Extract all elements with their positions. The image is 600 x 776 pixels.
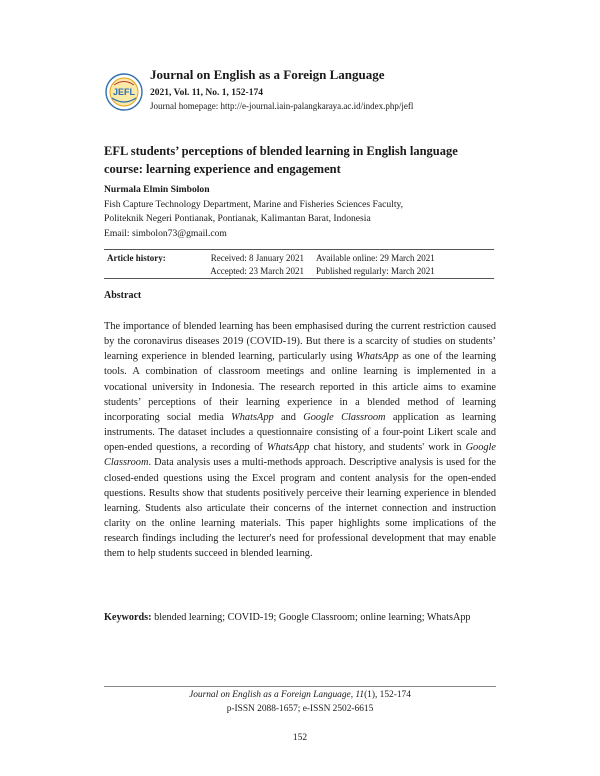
footer-citation <box>104 688 496 702</box>
author-affiliation-line2: Politeknik Negeri Pontianak, Pontianak, Kalimantan Barat, Indonesia <box>104 213 371 225</box>
journal-title: Journal on English as a Foreign Language <box>150 67 385 82</box>
available-online-date: Available online: 29 March 2021 <box>316 253 435 263</box>
abstract-term: WhatsApp <box>231 411 274 423</box>
author-email[interactable]: Email: simbolon73@gmail.com <box>104 227 227 239</box>
journal-header <box>104 66 504 120</box>
accepted-date: Accepted: 23 March 2021 <box>210 266 304 276</box>
author-name: Nurmala Elmin Simbolon <box>104 184 210 195</box>
footer-citation-italic: Journal on English as a Foreign Language, 11 <box>189 690 365 700</box>
published-date: Published regularly: March 2021 <box>316 266 435 276</box>
article-history <box>104 249 494 279</box>
footer <box>104 688 496 716</box>
received-date: Received: 8 January 2021 <box>210 253 304 263</box>
keywords <box>104 610 496 625</box>
abstract-body <box>104 319 496 562</box>
history-row <box>104 265 494 278</box>
abstract-text: and <box>273 411 304 423</box>
footer-divider <box>104 686 496 687</box>
abstract-text: The importance of blended learning has been emphasised during the current restriction caused by the coronavirus diseases 2019 (COVID-19). But there is a scarcity of studies on students’ learning experience in blended learning, particularly using <box>104 321 496 363</box>
paper-title <box>104 142 504 178</box>
paper-title-line2: course: learning experience and engagement <box>104 162 341 176</box>
paper-title-line1: EFL students’ perceptions of blended learning in English language <box>104 144 458 158</box>
abstract-heading: Abstract <box>104 290 142 301</box>
abstract-text: . Data analysis uses a multi-methods approach. Descriptive analysis is used for the closed-ended questions using the Excel program and content analysis for the open-ended questions. Results show that students positively perceive their learning experience in blended learning. Students also articulate their concerns of the internet connection and instruction clarity on the online learning materials. This paper highlights some implications of the research findings including the lecturer's need for professional development that may enable them to help students succeed in blended learning. <box>104 457 496 560</box>
abstract-term: WhatsApp <box>266 442 310 454</box>
keywords-text: blended learning; COVID-19; Google Classroom; online learning; WhatsApp <box>151 612 471 623</box>
abstract-text: chat history, and students' work in <box>309 442 466 454</box>
keywords-label: Keywords: <box>104 612 152 623</box>
abstract-term: Google Classroom <box>104 442 497 469</box>
journal-homepage-link[interactable]: Journal homepage: http://e-journal.iain-palangkaraya.ac.id/index.php/jefl <box>150 101 414 111</box>
abstract-term: WhatsApp <box>356 351 399 363</box>
footer-issn: p-ISSN 2088-1657; e-ISSN 2502-6615 <box>226 704 374 714</box>
history-row <box>104 252 494 265</box>
history-label: Article history: <box>107 253 166 263</box>
journal-issue: 2021, Vol. 11, No. 1, 152-174 <box>150 88 263 98</box>
author-affiliation-line1: Fish Capture Technology Department, Marine and Fisheries Sciences Faculty, <box>104 198 404 210</box>
jefl-logo <box>104 72 144 112</box>
logo-text: JEFL <box>112 87 136 97</box>
abstract-text: as one of the learning tools. A combination of classroom meetings and online learning is implemented in a vocational university in Indonesia. The research reported in this article aims to examine students’ perceptions of their learning experience in a blended method of learning incorporating social media <box>104 351 497 423</box>
page-number: 152 <box>292 733 308 743</box>
journal-info <box>150 66 413 113</box>
abstract-text: application as learning instruments. The dataset includes a questionnaire consisting of a four-point Likert scale and open-ended questions, a recording of <box>104 411 496 454</box>
abstract-term: Google Classroom <box>303 411 386 423</box>
author-block <box>104 183 504 241</box>
footer-citation-rest: (1), 152-174 <box>364 690 411 700</box>
